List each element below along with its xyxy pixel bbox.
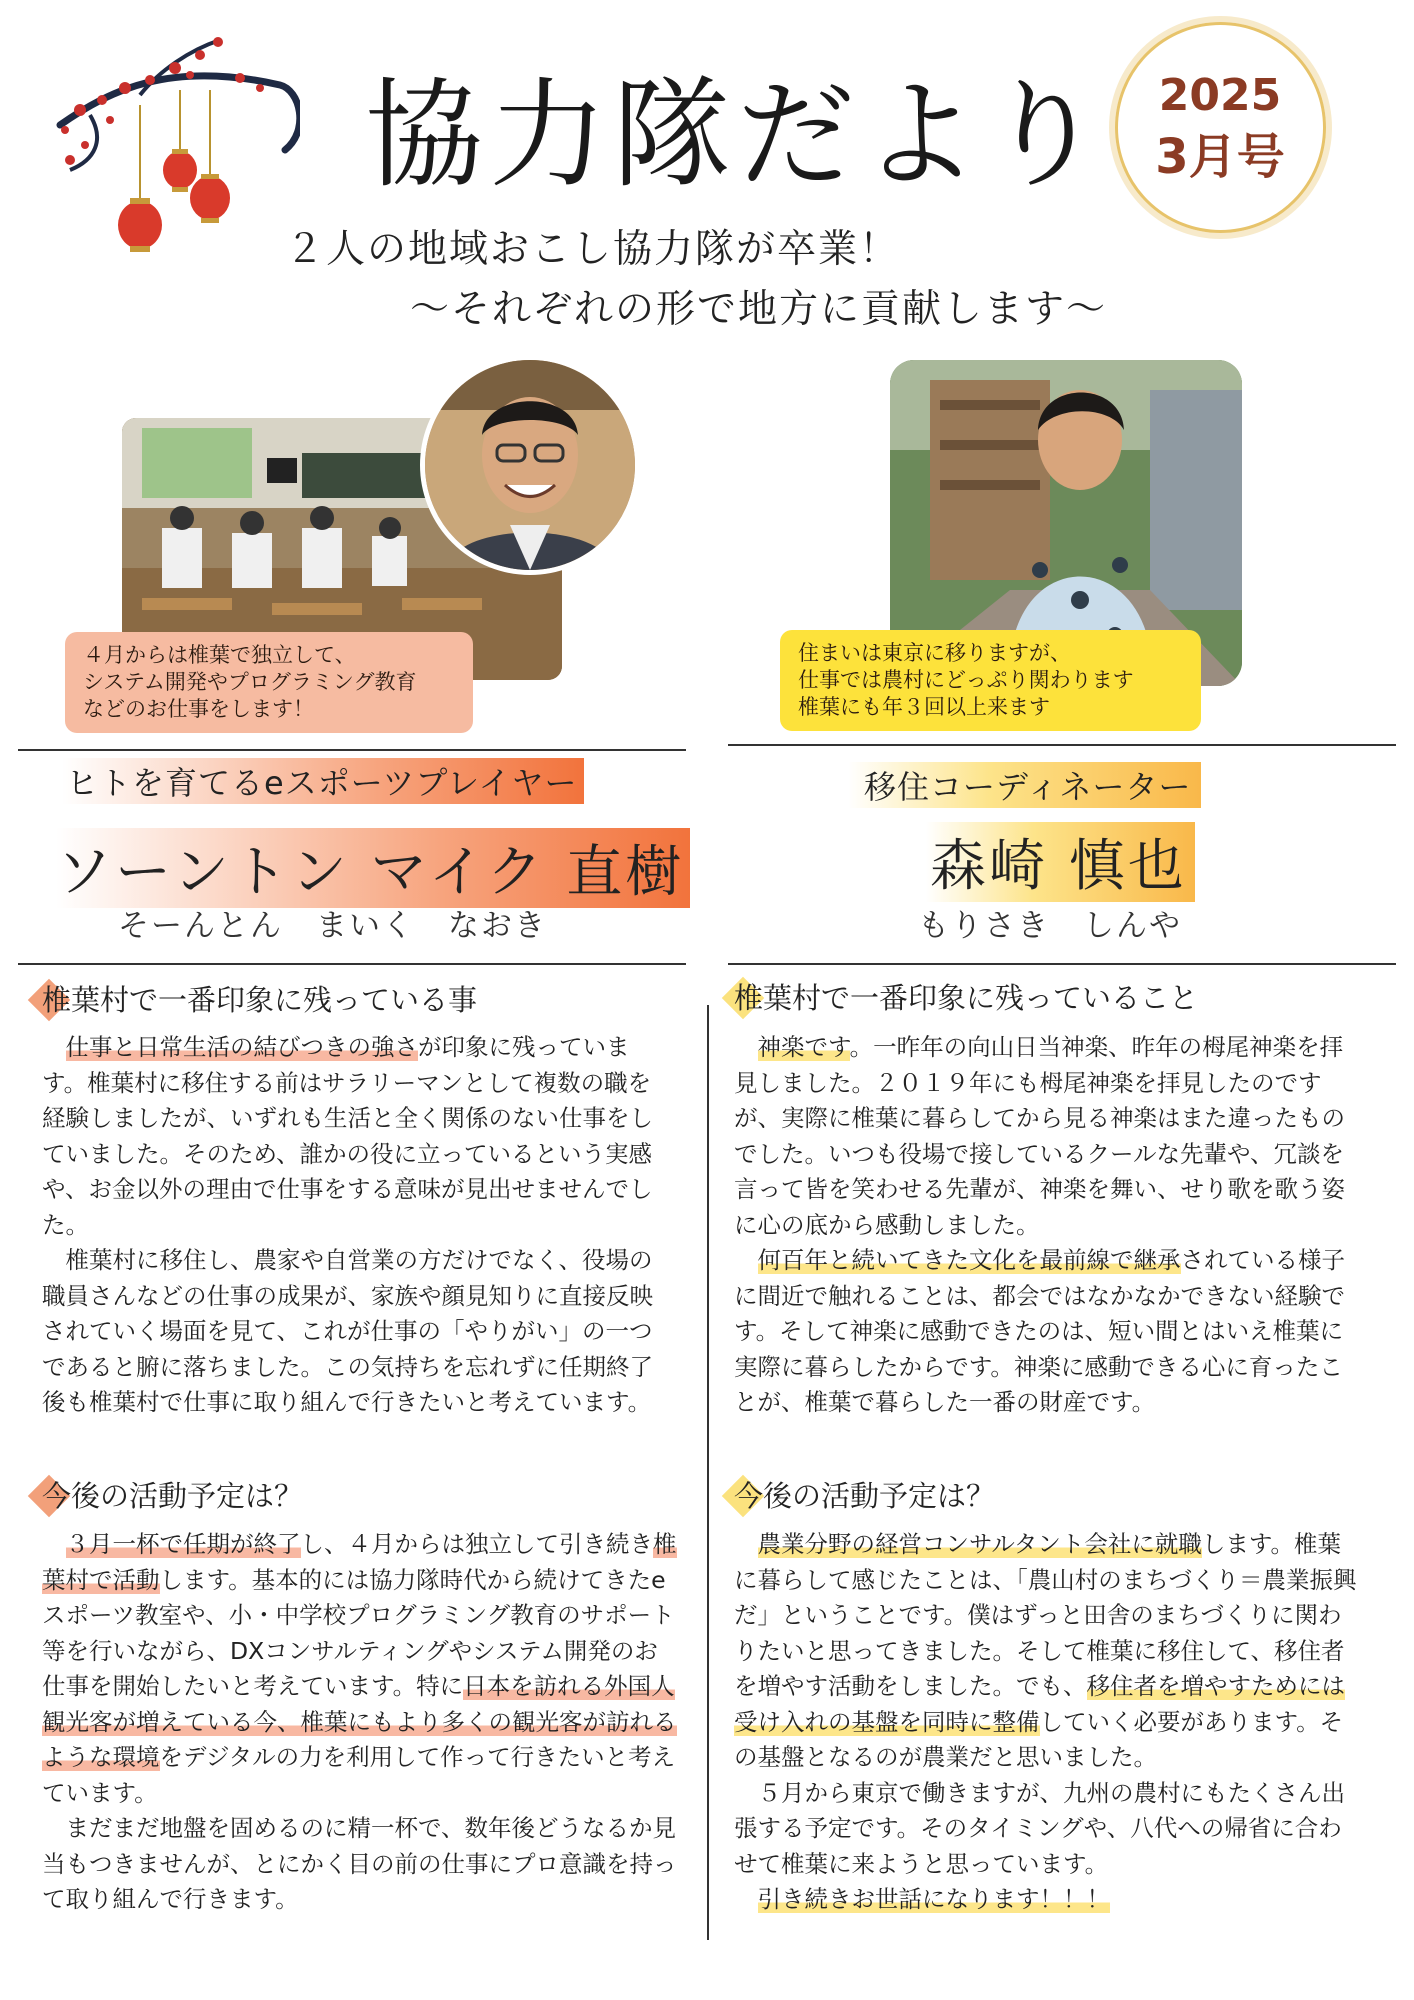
divider-left-bottom [18, 963, 686, 965]
portrait-photo-left [420, 355, 640, 575]
section-heading-right-1: 椎葉村で一番印象に残っていること [734, 981, 1199, 1015]
section-body-right-1: 神楽です。一昨年の向山日当神楽、昨年の栂尾神楽を拝見しました。２０１９年にも栂尾神楽を拝見したのですが、実際に椎葉に暮らしてから見る神楽はまた違ったものでした。いつも役場で接しているクールな先輩や、冗談を言って皆を笑わせる先輩が、神楽を舞い、せり歌を歌う姿に心の底から感動しました。 何百年と続いてきた文化を最前線で継承されている様子に間近で触れることは、都会ではなかなかできない経験です。そして神楽に感動できたのは、短い間とはいえ椎葉に実際に暮らしたからです。神楽に感動できる心に育ったことが、椎葉で暮らした一番の財産です。 [734, 1033, 1345, 1416]
kana-right: もりさき しんや [918, 908, 1182, 944]
plum-branch-lanterns-decoration [50, 30, 300, 270]
section-body-right-2: 農業分野の経営コンサルタント会社に就職します。椎葉に暮らして感じたことは、「農山村のまちづくり＝農業振興だ」ということです。僕はずっと田舎のまちづくりに関わりたいと思ってきました。そして椎葉に移住して、移住者を増やす活動をしました。でも、移住者を増やすためには受け入れの基盤を同時に整備していく必要があります。その基盤となるのが農業だと思いました。 ５月から東京で働きますが、九州の農村にもたくさん出張する予定です。そのタイミングや、八代への帰省に合わせて椎葉に来ようと思っています。 引き続きお世話になります！！！ [734, 1530, 1357, 1913]
issue-year: 2025 [1158, 70, 1282, 121]
photo-caption-right: 住まいは東京に移りますが、 仕事では農村にどっぷり関わります 椎葉にも年３回以上来ます [780, 630, 1201, 731]
divider-right-bottom [728, 963, 1396, 965]
newsletter-title: 協力隊だより [365, 66, 1110, 204]
headline-line-1: ２人の地域おこし協力隊が卒業！ [285, 227, 901, 272]
headline-line-2: 〜それぞれの形で地方に貢献します〜 [410, 287, 1108, 332]
photo-caption-left: ４月からは椎葉で独立して、 システム開発やプログラミング教育 などのお仕事をします！ [65, 632, 473, 733]
section-heading-left-2: 今後の活動予定は？ [42, 1479, 304, 1513]
section-heading-right-2: 今後の活動予定は？ [734, 1479, 996, 1513]
divider-right-top [728, 744, 1396, 746]
section-body-left-1: 仕事と日常生活の結びつきの強さが印象に残っています。椎葉村に移住する前はサラリーマンとして複数の職を経験しましたが、いずれも生活と全く関係のない仕事をしていました。そのため、誰かの役に立っているという実感や、お金以外の理由で仕事をする意味が見出せませんでした。 椎葉村に移住し、農家や自営業の方だけでなく、役場の職員さんなどの仕事の成果が、家族や顔見知りに直接反映されていく場面を見て、これが仕事の「やりがい」の一つであると腑に落ちました。この気持ちを忘れずに任期終了後も椎葉村で仕事に取り組んで行きたいと考えています。 [42, 1033, 653, 1416]
column-divider [707, 1005, 709, 1940]
role-left: ヒトを育てるeスポーツプレイヤー [62, 758, 584, 804]
highlight-text: 仕事と日常生活の結びつきの強さ [65, 1033, 418, 1061]
role-right: 移住コーディネーター [848, 762, 1201, 808]
issue-month: 3月号 [1155, 129, 1285, 185]
section-body-left-2: ３月一杯で任期が終了し、４月からは独立して引き続き椎葉村で活動します。基本的には協力隊時代から続けてきたeスポーツ教室や、小・中学校プログラミング教育のサポート等を行いながら、DXコンサルティングやシステム開発のお仕事を開始したいと考えています。特に日本を訪れる外国人観光客が増えている今、椎葉にもより多くの観光客が訪れるような環境をデジタルの力を利用して作って行きたいと考えています。 まだまだ地盤を固めるのに精一杯で、数年後どうなるか見当もつきませんが、とにかく目の前の仕事にプロ意識を持って取り組んで行きます。 [42, 1530, 677, 1913]
divider-left-top [18, 749, 686, 751]
kana-left: そーんとん まいく なおき [118, 908, 547, 944]
name-right: 森崎 慎也 [926, 822, 1195, 902]
section-heading-left-1: 椎葉村で一番印象に残っている事 [42, 983, 478, 1017]
name-left: ソーントン マイク 直樹 [56, 828, 690, 908]
